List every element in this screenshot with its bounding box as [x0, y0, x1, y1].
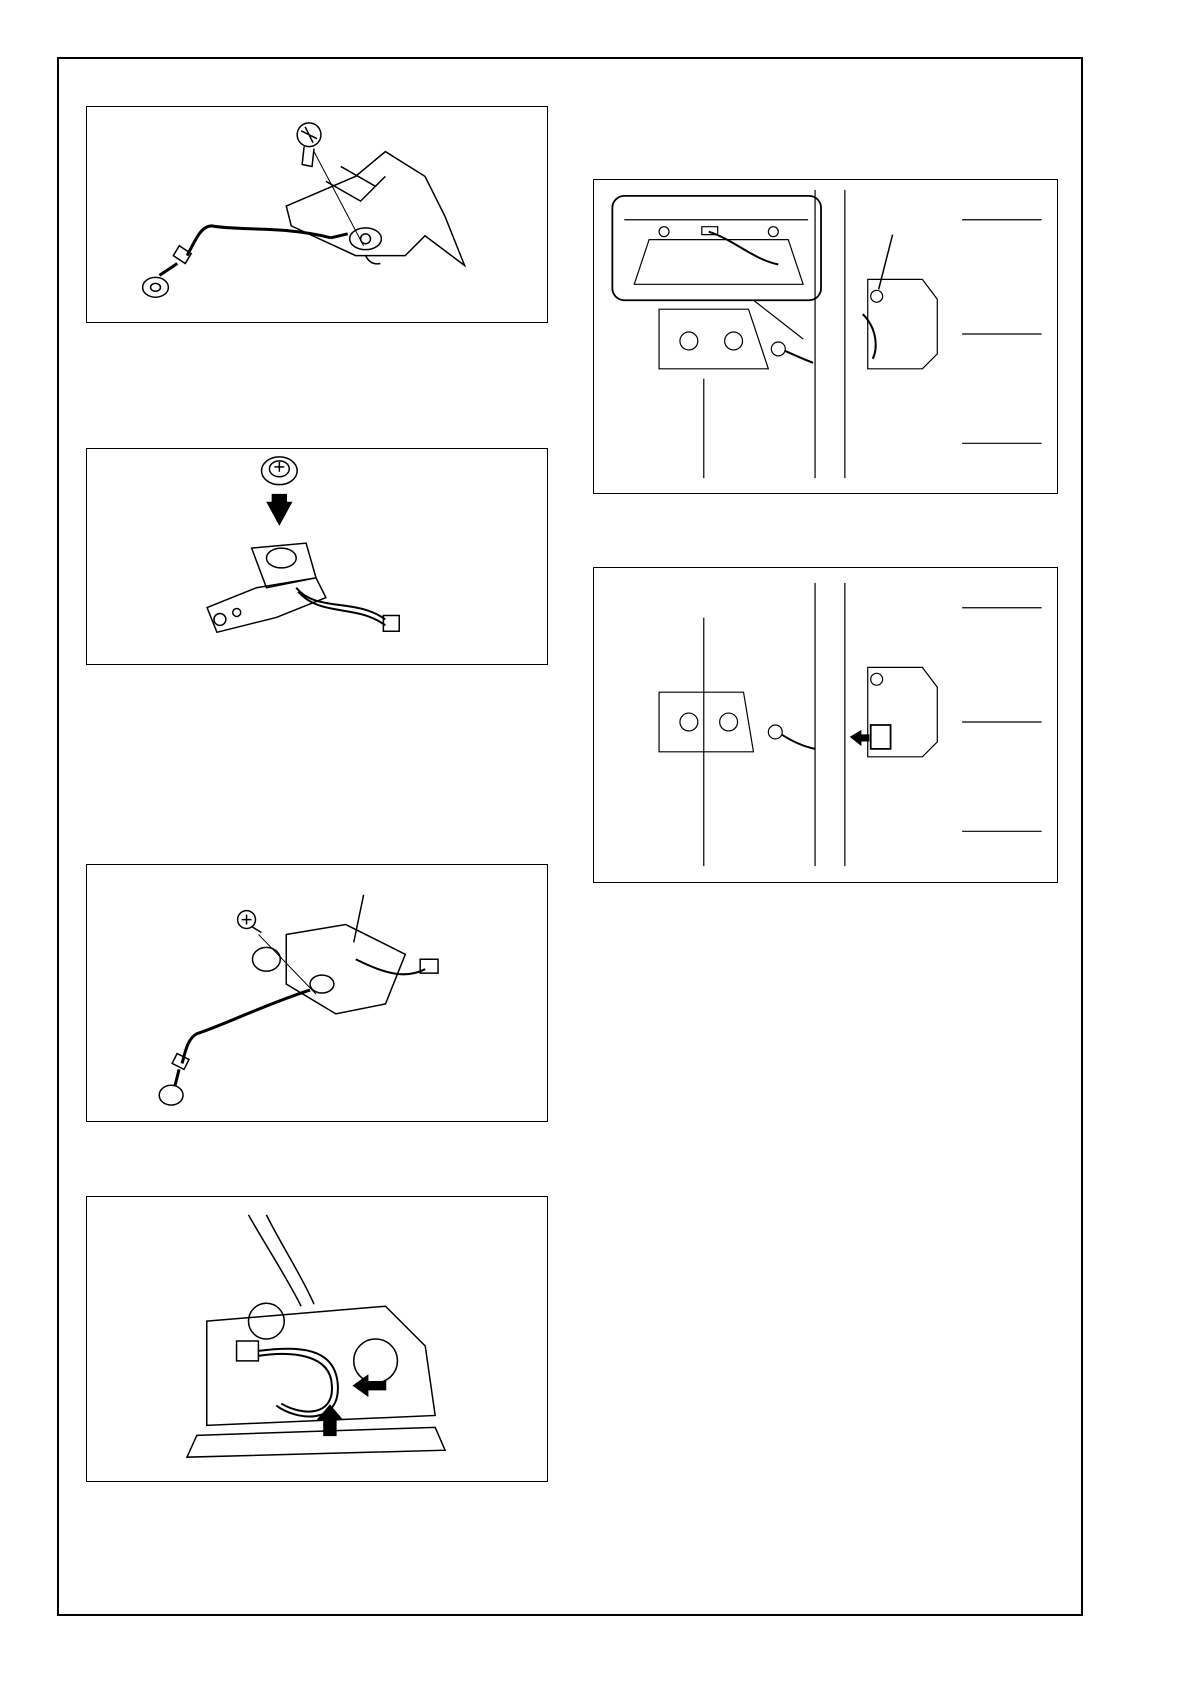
screw-shank: [302, 147, 314, 167]
hinge-hole-1: [680, 713, 698, 731]
switch-connector: [383, 615, 399, 631]
inset-bracket: [624, 220, 808, 285]
ring-terminal: [159, 1085, 183, 1105]
switch-cap: [253, 947, 281, 971]
ring-terminal: [143, 277, 169, 297]
cap-cross: [274, 462, 284, 472]
wire-sleeve: [172, 1054, 189, 1070]
inset-wire: [709, 232, 779, 265]
direction-arrow-left: [354, 1376, 386, 1396]
wiring-connector: [871, 725, 891, 749]
bracket-hole-top: [248, 1303, 284, 1339]
wiring-connector: [237, 1341, 259, 1361]
ground-terminal: [771, 342, 785, 356]
latch-screw: [871, 673, 883, 685]
bracket-base: [187, 1427, 445, 1457]
figure-ground-wire-bracket: [86, 106, 548, 323]
mount-hole-2: [233, 609, 241, 617]
ground-terminal: [768, 725, 782, 739]
bracket-body: [286, 152, 464, 266]
latch-housing: [868, 279, 938, 368]
bracket-hole-inner: [361, 234, 371, 244]
inset-hole-right: [768, 227, 778, 237]
switch-bracket-assembly-illustration: [87, 865, 547, 1121]
hinge-hole-2: [725, 332, 743, 350]
hinge-plate: [659, 692, 753, 752]
figure-harness-routing: [86, 1196, 548, 1482]
screw-slot: [301, 127, 317, 143]
ground-wire: [187, 226, 331, 256]
callout-leader: [354, 895, 364, 943]
latch-housing: [868, 667, 938, 756]
screw-shank: [252, 927, 262, 933]
terminal-lug: [331, 234, 348, 238]
bracket-hole: [310, 975, 334, 993]
switch-socket: [266, 548, 296, 568]
inset-pointer: [753, 300, 803, 339]
ground-wire: [182, 990, 310, 1063]
hinge-plate: [659, 309, 768, 369]
ground-wire: [785, 351, 813, 363]
switch-wire: [356, 959, 425, 974]
hinge-ground-detail-illustration: [594, 180, 1057, 493]
figure-hinge-connector: [593, 567, 1058, 883]
switch-cap-illustration: [87, 449, 547, 664]
callout-leader: [879, 235, 893, 290]
ring-terminal-hole: [151, 283, 161, 291]
hinge-hole-2: [720, 713, 738, 731]
switch-housing: [252, 543, 316, 588]
switch-wire-2: [298, 592, 385, 626]
harness-line-1: [248, 1215, 301, 1306]
bracket-body: [286, 925, 405, 1014]
bracket-foot: [366, 256, 381, 264]
hinge-hole-1: [680, 332, 698, 350]
mount-hole-1: [214, 613, 226, 625]
figure-switch-cap-insertion: [86, 448, 548, 665]
ground-wire: [782, 735, 815, 749]
connect-arrow: [851, 731, 869, 745]
figure-switch-bracket-assembly: [86, 864, 548, 1122]
switch-mount-plate: [207, 578, 326, 632]
figure-hinge-ground-detail: [593, 179, 1058, 494]
insert-arrow-shaft: [272, 495, 286, 509]
bracket-tab: [326, 166, 385, 201]
wire-loop-2: [258, 1354, 332, 1412]
harness-line-2: [266, 1215, 314, 1304]
wire-end: [159, 264, 177, 276]
latch-screw: [871, 290, 883, 302]
wire-end: [175, 1069, 179, 1085]
bracket-outline: [207, 1306, 435, 1425]
screw-slot: [242, 915, 252, 925]
harness-routing-illustration: [87, 1197, 547, 1481]
inset-hole-left: [659, 227, 669, 237]
ground-wire-bracket-illustration: [87, 107, 547, 322]
latch-wire: [863, 314, 876, 359]
bracket-hole: [350, 228, 382, 250]
bracket-hole-right: [354, 1339, 398, 1383]
hinge-connector-illustration: [594, 568, 1057, 882]
